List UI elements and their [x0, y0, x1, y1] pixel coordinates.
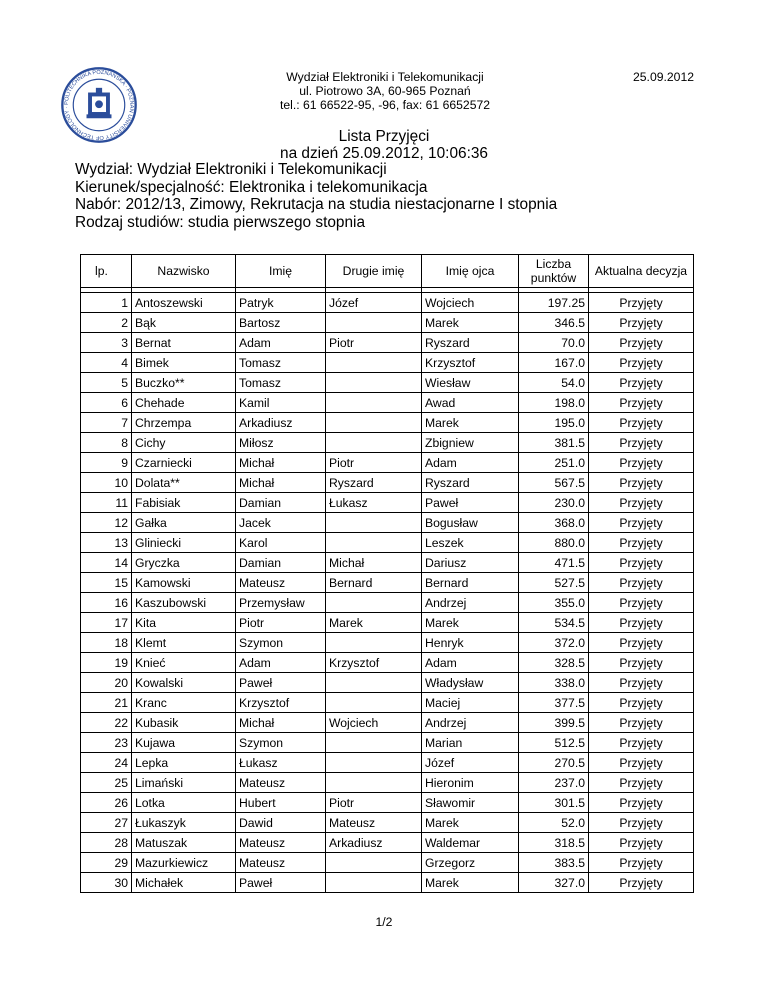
- cell-father-name: Marek: [422, 313, 519, 333]
- cell-second-name: Marek: [326, 613, 422, 633]
- cell-points: 381.5: [519, 433, 589, 453]
- cell-surname: Matuszak: [132, 833, 236, 853]
- cell-decision: Przyjęty: [589, 833, 694, 853]
- cell-father-name: Maciej: [422, 693, 519, 713]
- cell-first-name: Miłosz: [236, 433, 326, 453]
- cell-decision: Przyjęty: [589, 793, 694, 813]
- cell-second-name: [326, 353, 422, 373]
- cell-second-name: Piotr: [326, 793, 422, 813]
- cell-decision: Przyjęty: [589, 753, 694, 773]
- table-row: [81, 873, 694, 893]
- cell-first-name: Dawid: [236, 813, 326, 833]
- cell-points: 197.25: [519, 293, 589, 313]
- cell-second-name: Piotr: [326, 453, 422, 473]
- cell-second-name: [326, 373, 422, 393]
- cell-lp: 7: [81, 413, 132, 433]
- cell-first-name: Przemysław: [236, 593, 326, 613]
- cell-lp: 18: [81, 633, 132, 653]
- cell-father-name: Andrzej: [422, 713, 519, 733]
- table-row: [81, 653, 694, 673]
- header-lp: lp.: [81, 255, 132, 288]
- cell-surname: Buczko**: [132, 373, 236, 393]
- cell-surname: Dolata**: [132, 473, 236, 493]
- cell-father-name: Adam: [422, 653, 519, 673]
- table-row: [81, 573, 694, 593]
- cell-second-name: Piotr: [326, 333, 422, 353]
- cell-points: 372.0: [519, 633, 589, 653]
- cell-second-name: Mateusz: [326, 813, 422, 833]
- institution-name: Wydział Elektroniki i Telekomunikacji: [286, 70, 484, 84]
- cell-points: 301.5: [519, 793, 589, 813]
- table-row: [81, 753, 694, 773]
- cell-father-name: Leszek: [422, 533, 519, 553]
- cell-decision: Przyjęty: [589, 473, 694, 493]
- cell-lp: 27: [81, 813, 132, 833]
- header-second-name: Drugie imię: [326, 255, 422, 288]
- cell-decision: Przyjęty: [589, 733, 694, 753]
- table-row: [81, 733, 694, 753]
- cell-lp: 30: [81, 873, 132, 893]
- cell-surname: Kamowski: [132, 573, 236, 593]
- cell-surname: Cichy: [132, 433, 236, 453]
- cell-surname: Kaszubowski: [132, 593, 236, 613]
- header-first-name: Imię: [236, 255, 326, 288]
- table-row: [81, 473, 694, 493]
- info-faculty: Wydział: Wydział Elektroniki i Telekomunikacji: [75, 161, 387, 178]
- cell-father-name: Zbigniew: [422, 433, 519, 453]
- cell-surname: Kujawa: [132, 733, 236, 753]
- cell-lp: 5: [81, 373, 132, 393]
- table-row: [81, 393, 694, 413]
- cell-points: 52.0: [519, 813, 589, 833]
- cell-points: 318.5: [519, 833, 589, 853]
- cell-surname: Kranc: [132, 693, 236, 713]
- table-row: [81, 613, 694, 633]
- table-row: [81, 413, 694, 433]
- cell-lp: 14: [81, 553, 132, 573]
- cell-points: 880.0: [519, 533, 589, 553]
- cell-decision: Przyjęty: [589, 553, 694, 573]
- cell-surname: Lepka: [132, 753, 236, 773]
- cell-father-name: Adam: [422, 453, 519, 473]
- cell-second-name: [326, 513, 422, 533]
- cell-decision: Przyjęty: [589, 713, 694, 733]
- cell-surname: Limański: [132, 773, 236, 793]
- cell-father-name: Andrzej: [422, 593, 519, 613]
- cell-points: 399.5: [519, 713, 589, 733]
- cell-father-name: Ryszard: [422, 473, 519, 493]
- header-father-name: Imię ojca: [422, 255, 519, 288]
- admissions-table: [80, 254, 694, 893]
- cell-first-name: Tomasz: [236, 373, 326, 393]
- cell-decision: Przyjęty: [589, 873, 694, 893]
- table-row: [81, 373, 694, 393]
- cell-father-name: Marian: [422, 733, 519, 753]
- cell-second-name: [326, 673, 422, 693]
- cell-father-name: Hieronim: [422, 773, 519, 793]
- cell-second-name: Ryszard: [326, 473, 422, 493]
- cell-surname: Chehade: [132, 393, 236, 413]
- cell-points: 251.0: [519, 453, 589, 473]
- cell-decision: Przyjęty: [589, 593, 694, 613]
- cell-second-name: [326, 693, 422, 713]
- cell-points: 527.5: [519, 573, 589, 593]
- cell-points: 167.0: [519, 353, 589, 373]
- cell-surname: Klemt: [132, 633, 236, 653]
- cell-lp: 4: [81, 353, 132, 373]
- table-row: [81, 453, 694, 473]
- cell-decision: Przyjęty: [589, 813, 694, 833]
- cell-first-name: Piotr: [236, 613, 326, 633]
- cell-decision: Przyjęty: [589, 573, 694, 593]
- cell-first-name: Szymon: [236, 733, 326, 753]
- cell-second-name: Michał: [326, 553, 422, 573]
- cell-points: 567.5: [519, 473, 589, 493]
- cell-father-name: Józef: [422, 753, 519, 773]
- cell-lp: 3: [81, 333, 132, 353]
- cell-first-name: Michał: [236, 713, 326, 733]
- cell-first-name: Adam: [236, 653, 326, 673]
- header-surname: Nazwisko: [132, 255, 236, 288]
- cell-second-name: [326, 433, 422, 453]
- page-number: 1/2: [375, 915, 393, 929]
- cell-first-name: Paweł: [236, 873, 326, 893]
- cell-decision: Przyjęty: [589, 613, 694, 633]
- cell-first-name: Bartosz: [236, 313, 326, 333]
- cell-second-name: [326, 733, 422, 753]
- cell-points: 383.5: [519, 853, 589, 873]
- cell-decision: Przyjęty: [589, 493, 694, 513]
- cell-first-name: Hubert: [236, 793, 326, 813]
- cell-decision: Przyjęty: [589, 293, 694, 313]
- cell-father-name: Wiesław: [422, 373, 519, 393]
- cell-decision: Przyjęty: [589, 313, 694, 333]
- cell-points: 355.0: [519, 593, 589, 613]
- cell-decision: Przyjęty: [589, 353, 694, 373]
- cell-surname: Chrzempa: [132, 413, 236, 433]
- cell-father-name: Wojciech: [422, 293, 519, 313]
- table-row: [81, 833, 694, 853]
- cell-father-name: Waldemar: [422, 833, 519, 853]
- cell-points: 327.0: [519, 873, 589, 893]
- cell-lp: 26: [81, 793, 132, 813]
- cell-second-name: [326, 853, 422, 873]
- cell-points: 198.0: [519, 393, 589, 413]
- institution-contact: tel.: 61 66522-95, -96, fax: 61 6652572: [279, 98, 491, 112]
- cell-lp: 13: [81, 533, 132, 553]
- cell-second-name: Bernard: [326, 573, 422, 593]
- table-row: [81, 333, 694, 353]
- cell-surname: Gliniecki: [132, 533, 236, 553]
- table-row: [81, 353, 694, 373]
- table-row: [81, 713, 694, 733]
- cell-lp: 20: [81, 673, 132, 693]
- cell-second-name: Józef: [326, 293, 422, 313]
- document-subtitle: na dzień 25.09.2012, 10:06:36: [280, 145, 488, 162]
- cell-father-name: Bernard: [422, 573, 519, 593]
- cell-surname: Antoszewski: [132, 293, 236, 313]
- table-row: [81, 853, 694, 873]
- cell-decision: Przyjęty: [589, 633, 694, 653]
- header-points-line2: punktów: [530, 271, 577, 285]
- cell-points: 70.0: [519, 333, 589, 353]
- cell-second-name: Łukasz: [326, 493, 422, 513]
- cell-lp: 25: [81, 773, 132, 793]
- cell-lp: 1: [81, 293, 132, 313]
- institution-address: ul. Piotrowo 3A, 60-965 Poznań: [299, 84, 471, 98]
- cell-lp: 6: [81, 393, 132, 413]
- cell-lp: 29: [81, 853, 132, 873]
- cell-father-name: Henryk: [422, 633, 519, 653]
- cell-lp: 15: [81, 573, 132, 593]
- cell-second-name: Wojciech: [326, 713, 422, 733]
- cell-points: 346.5: [519, 313, 589, 333]
- cell-father-name: Paweł: [422, 493, 519, 513]
- cell-lp: 19: [81, 653, 132, 673]
- cell-decision: Przyjęty: [589, 853, 694, 873]
- cell-decision: Przyjęty: [589, 513, 694, 533]
- table-row: [81, 633, 694, 653]
- cell-father-name: Marek: [422, 413, 519, 433]
- cell-first-name: Patryk: [236, 293, 326, 313]
- cell-surname: Kowalski: [132, 673, 236, 693]
- cell-lp: 16: [81, 593, 132, 613]
- table-row: [81, 793, 694, 813]
- cell-lp: 21: [81, 693, 132, 713]
- cell-surname: Gałka: [132, 513, 236, 533]
- info-field: Kierunek/specjalność: Elektronika i telekomunikacja: [75, 178, 428, 196]
- cell-decision: Przyjęty: [589, 413, 694, 433]
- cell-surname: Czarniecki: [132, 453, 236, 473]
- cell-lp: 9: [81, 453, 132, 473]
- cell-father-name: Dariusz: [422, 553, 519, 573]
- cell-points: 54.0: [519, 373, 589, 393]
- cell-decision: Przyjęty: [589, 653, 694, 673]
- cell-lp: 23: [81, 733, 132, 753]
- cell-surname: Bąk: [132, 313, 236, 333]
- cell-second-name: [326, 393, 422, 413]
- cell-father-name: Marek: [422, 813, 519, 833]
- cell-father-name: Awad: [422, 393, 519, 413]
- cell-first-name: Mateusz: [236, 853, 326, 873]
- cell-surname: Lotka: [132, 793, 236, 813]
- cell-lp: 28: [81, 833, 132, 853]
- cell-father-name: Krzysztof: [422, 353, 519, 373]
- table-row: [81, 813, 694, 833]
- cell-first-name: Szymon: [236, 633, 326, 653]
- cell-first-name: Michał: [236, 453, 326, 473]
- cell-second-name: [326, 633, 422, 653]
- header-points: [519, 255, 589, 288]
- admission-info: [75, 161, 557, 231]
- cell-father-name: Sławomir: [422, 793, 519, 813]
- cell-decision: Przyjęty: [589, 693, 694, 713]
- cell-first-name: Jacek: [236, 513, 326, 533]
- header-points-line1: Liczba: [535, 257, 572, 271]
- cell-decision: Przyjęty: [589, 433, 694, 453]
- cell-points: 270.5: [519, 753, 589, 773]
- cell-lp: 12: [81, 513, 132, 533]
- cell-second-name: Arkadiusz: [326, 833, 422, 853]
- cell-decision: Przyjęty: [589, 333, 694, 353]
- cell-points: 368.0: [519, 513, 589, 533]
- info-recruitment: Nabór: 2012/13, Zimowy, Rekrutacja na studia niestacjonarne I stopnia: [75, 196, 558, 213]
- cell-lp: 24: [81, 753, 132, 773]
- cell-father-name: Marek: [422, 613, 519, 633]
- cell-first-name: Arkadiusz: [236, 413, 326, 433]
- cell-second-name: [326, 593, 422, 613]
- cell-points: 328.5: [519, 653, 589, 673]
- cell-first-name: Mateusz: [236, 773, 326, 793]
- cell-surname: Mazurkiewicz: [132, 853, 236, 873]
- cell-father-name: Bogusław: [422, 513, 519, 533]
- cell-second-name: [326, 413, 422, 433]
- cell-surname: Kubasik: [132, 713, 236, 733]
- cell-first-name: Michał: [236, 473, 326, 493]
- cell-father-name: Ryszard: [422, 333, 519, 353]
- cell-first-name: Krzysztof: [236, 693, 326, 713]
- institution-header: [240, 70, 530, 112]
- cell-decision: Przyjęty: [589, 393, 694, 413]
- cell-surname: Bernat: [132, 333, 236, 353]
- table-row: [81, 593, 694, 613]
- cell-points: 237.0: [519, 773, 589, 793]
- cell-decision: Przyjęty: [589, 533, 694, 553]
- cell-lp: 22: [81, 713, 132, 733]
- svg-text:POLITECHNIKA POZNAŃSKA · POZNA: POLITECHNIKA POZNAŃSKA · POZNAN UNIVERSITY OF TECHNOLOGY ·: [63, 69, 135, 141]
- cell-surname: Łukaszyk: [132, 813, 236, 833]
- table-row: [81, 433, 694, 453]
- cell-surname: Bimek: [132, 353, 236, 373]
- table-row: [81, 673, 694, 693]
- cell-surname: Fabisiak: [132, 493, 236, 513]
- cell-lp: 17: [81, 613, 132, 633]
- table-row: [81, 533, 694, 553]
- cell-first-name: Mateusz: [236, 573, 326, 593]
- document-title: Lista Przyjęci: [338, 128, 430, 145]
- cell-lp: 11: [81, 493, 132, 513]
- cell-lp: 8: [81, 433, 132, 453]
- table-row: [81, 693, 694, 713]
- cell-lp: 10: [81, 473, 132, 493]
- cell-second-name: [326, 313, 422, 333]
- cell-points: 471.5: [519, 553, 589, 573]
- table-row: [81, 313, 694, 333]
- table-row: [81, 493, 694, 513]
- cell-second-name: [326, 753, 422, 773]
- cell-surname: Knieć: [132, 653, 236, 673]
- cell-second-name: [326, 873, 422, 893]
- cell-decision: Przyjęty: [589, 453, 694, 473]
- cell-second-name: [326, 773, 422, 793]
- cell-first-name: Mateusz: [236, 833, 326, 853]
- cell-points: 534.5: [519, 613, 589, 633]
- cell-father-name: Marek: [422, 873, 519, 893]
- table-row: [81, 773, 694, 793]
- table-row: [81, 293, 694, 313]
- cell-points: 195.0: [519, 413, 589, 433]
- cell-first-name: Łukasz: [236, 753, 326, 773]
- cell-first-name: Damian: [236, 493, 326, 513]
- table-header-row: [81, 255, 694, 288]
- cell-surname: Kita: [132, 613, 236, 633]
- cell-surname: Gryczka: [132, 553, 236, 573]
- cell-first-name: Karol: [236, 533, 326, 553]
- cell-first-name: Paweł: [236, 673, 326, 693]
- cell-points: 512.5: [519, 733, 589, 753]
- cell-father-name: Władysław: [422, 673, 519, 693]
- cell-decision: Przyjęty: [589, 773, 694, 793]
- cell-surname: Michałek: [132, 873, 236, 893]
- cell-second-name: Krzysztof: [326, 653, 422, 673]
- cell-points: 230.0: [519, 493, 589, 513]
- table-row: [81, 513, 694, 533]
- cell-first-name: Kamil: [236, 393, 326, 413]
- cell-points: 377.5: [519, 693, 589, 713]
- cell-father-name: Grzegorz: [422, 853, 519, 873]
- cell-first-name: Damian: [236, 553, 326, 573]
- cell-first-name: Tomasz: [236, 353, 326, 373]
- cell-decision: Przyjęty: [589, 673, 694, 693]
- cell-decision: Przyjęty: [589, 373, 694, 393]
- cell-first-name: Adam: [236, 333, 326, 353]
- header-decision: Aktualna decyzja: [589, 255, 694, 288]
- cell-second-name: [326, 533, 422, 553]
- table-row: [81, 553, 694, 573]
- cell-points: 338.0: [519, 673, 589, 693]
- info-study-type: Rodzaj studiów: studia pierwszego stopnia: [75, 213, 366, 231]
- cell-lp: 2: [81, 313, 132, 333]
- document-date: 25.09.2012: [633, 70, 694, 84]
